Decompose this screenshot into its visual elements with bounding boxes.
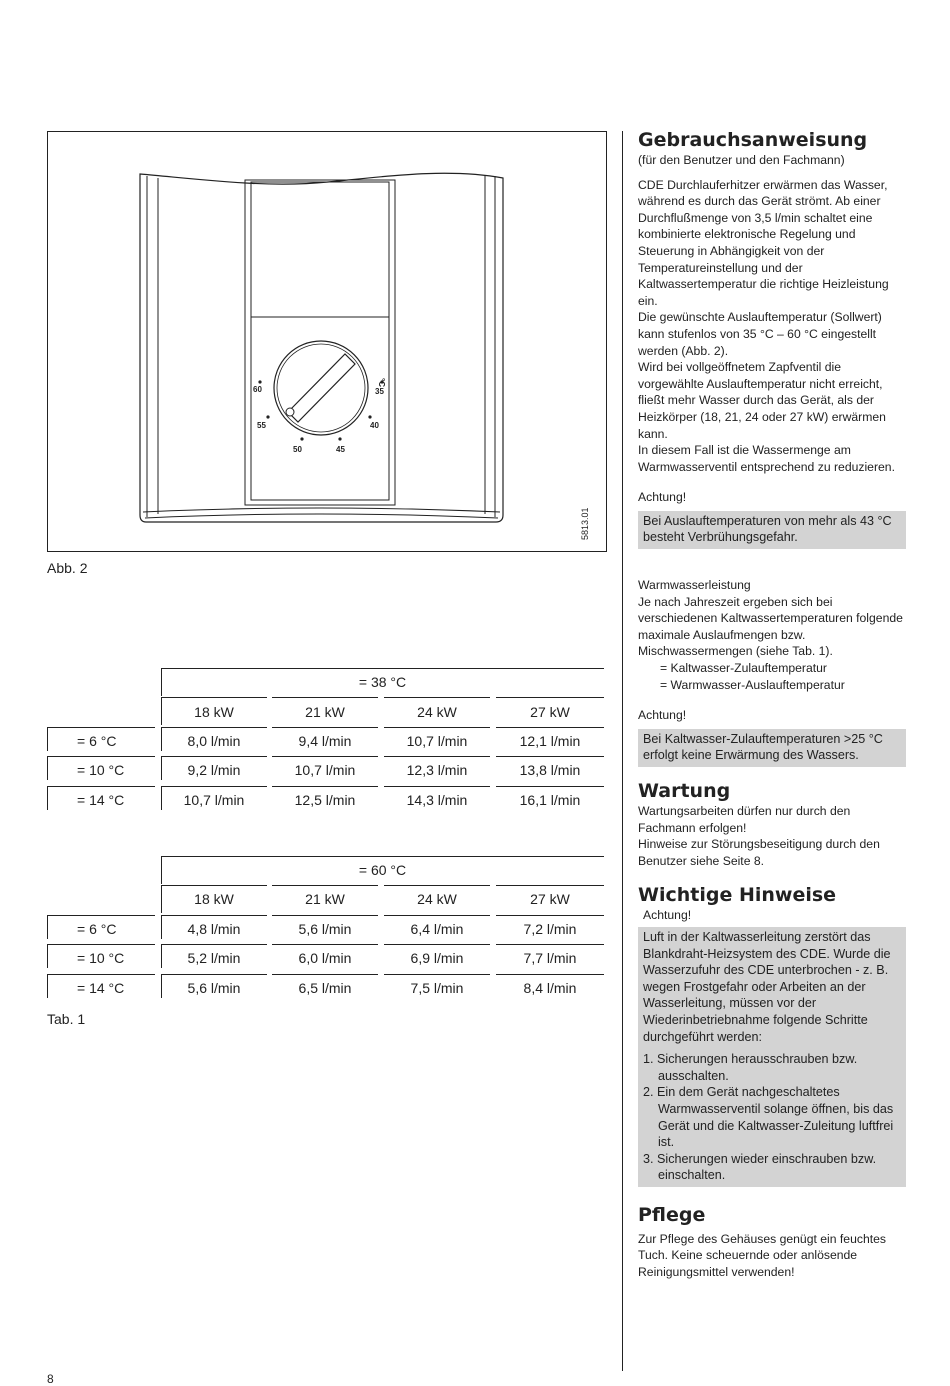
usage-body-2: Die gewünschte Auslauftemperatur (Sollwert) kann stufenlos von 35 °C – 60 °C eingestellt werden (Abb. 2).: [638, 310, 882, 358]
appliance-figure: [47, 131, 607, 552]
maintenance-heading: Wartung: [638, 780, 731, 802]
maintenance-body-1: Wartungsarbeiten dürfen nur durch den Fachmann erfolgen!: [638, 804, 851, 835]
table60-col-27kw: 27 kW: [530, 891, 570, 907]
important-warning-box: [638, 927, 906, 1187]
table60-row-label: = 10 °C: [77, 950, 125, 966]
table38-row-label: = 6 °C: [77, 733, 117, 749]
table60-cell: 5,2 l/min: [187, 950, 241, 966]
table60-row-label: = 6 °C: [77, 921, 117, 937]
care-body: Zur Pflege des Gehäuses genügt ein feuchtes Tuch. Keine scheuernde oder anlösende Reinigungsmittel verwenden!: [638, 1231, 886, 1280]
table60-col-21kw: 21 kW: [305, 891, 345, 907]
usage-warning-box: Bei Auslauftemperaturen von mehr als 43 °C besteht Verbrühungsgefahr.: [638, 511, 906, 549]
table60-cell: 6,5 l/min: [298, 980, 352, 996]
table60-cell: 6,0 l/min: [298, 950, 352, 966]
figure-code: 5813.01: [580, 507, 590, 540]
important-step: 2. Ein dem Gerät nachgeschaltetes Warmwasserventil solange öffnen, bis das Gerät und die Kaltwasser-Zuleitung luftfrei ist.: [643, 1085, 894, 1150]
table38-cell: 12,1 l/min: [519, 733, 581, 749]
dial-unit-label: °C: [377, 378, 386, 387]
table38-cell: 12,3 l/min: [406, 762, 468, 778]
dial-label-35: 35: [375, 387, 384, 396]
figure-caption: Abb. 2: [47, 560, 88, 576]
table38-cell: 10,7 l/min: [183, 792, 245, 808]
table38-header: = 38 °C: [358, 674, 407, 690]
usage-heading: Gebrauchsanweisung: [638, 129, 868, 151]
table38-cell: 14,3 l/min: [406, 792, 468, 808]
hotwater-legend-hot: = Warmwasser-Auslauftemperatur: [660, 677, 845, 692]
table60-col-18kw: 18 kW: [194, 891, 234, 907]
important-warning-label: Achtung!: [643, 908, 692, 923]
table60-cell: 7,2 l/min: [523, 921, 577, 937]
hotwater-warning-label: Achtung!: [638, 708, 687, 723]
table60-cell: 7,7 l/min: [523, 950, 577, 966]
table60-header: = 60 °C: [358, 862, 407, 878]
table60-cell: 6,4 l/min: [410, 921, 464, 937]
table60-cell: 4,8 l/min: [187, 921, 241, 937]
dial-label-55: 55: [257, 421, 266, 430]
usage-subtitle: (für den Benutzer und den Fachmann): [638, 153, 845, 167]
important-steps-list: [643, 1051, 902, 1184]
table38-cell: 13,8 l/min: [519, 762, 581, 778]
table60-cell: 5,6 l/min: [298, 921, 352, 937]
care-heading: Pflege: [638, 1203, 706, 1226]
table38-col-27kw: 27 kW: [530, 704, 570, 720]
table38-col-21kw: 21 kW: [305, 704, 345, 720]
table60-cell: 5,6 l/min: [187, 980, 241, 996]
usage-body-1: CDE Durchlauferhitzer erwärmen das Wasser, während es durch das Gerät strömt. Ab einer Durchflußmenge von 3,5 l/min schaltet eine kombinierte elektronische Regelung und Steuerung in Abhängigkeit von der Temperatureinstellung und der Kaltwassertemperatur die richtige Heizleistung ein.: [638, 177, 889, 308]
table60-col-24kw: 24 kW: [417, 891, 457, 907]
table38-cell: 16,1 l/min: [519, 792, 581, 808]
hotwater-legend-cold: = Kaltwasser-Zulauftemperatur: [660, 661, 827, 676]
table38-cell: 12,5 l/min: [294, 792, 356, 808]
table38-col-24kw: 24 kW: [417, 704, 457, 720]
table38-cell: 9,2 l/min: [187, 762, 241, 778]
usage-warning-label: Achtung!: [638, 490, 687, 505]
usage-body-4: In diesem Fall ist die Wassermenge am Warmwasserventil entsprechend zu reduzieren.: [638, 443, 895, 474]
table60-cell: 6,9 l/min: [410, 950, 464, 966]
table38-cell: 9,4 l/min: [298, 733, 352, 749]
dial-label-40: 40: [370, 421, 379, 430]
usage-body-3: Wird bei vollgeöffnetem Zapfventil die vorgewählte Auslauftemperatur nicht erreicht, fließt mehr Wasser durch das Gerät, als der Heizkörper (18, 21, 24 oder 27 kW) erwärmen kann.: [638, 360, 886, 441]
instructions-column: [638, 128, 906, 1281]
hotwater-body: Je nach Jahreszeit ergeben sich bei verschiedenen Kaltwassertemperaturen folgende maximale Auslaufmengen bzw. Mischwassermengen (siehe Tab. 1).: [638, 594, 903, 659]
table38-row-label: = 10 °C: [77, 762, 125, 778]
dial-label-50: 50: [293, 445, 302, 454]
table38-col-18kw: 18 kW: [194, 704, 234, 720]
table60-cell: 8,4 l/min: [523, 980, 577, 996]
column-divider: [622, 131, 623, 1371]
table60-cell: 7,5 l/min: [410, 980, 464, 996]
dial-label-45: 45: [336, 445, 345, 454]
page-number: 8: [47, 1372, 54, 1386]
table38-cell: 8,0 l/min: [187, 733, 241, 749]
important-heading: Wichtige Hinweise: [638, 884, 837, 907]
hotwater-warning-box: Bei Kaltwasser-Zulauftemperaturen >25 °C erfolgt keine Erwärmung des Wassers.: [638, 729, 906, 767]
table38-cell: 10,7 l/min: [294, 762, 356, 778]
table60-row-label: = 14 °C: [77, 980, 125, 996]
hotwater-heading: Warmwasserleistung: [638, 578, 751, 593]
table38-cell: 10,7 l/min: [406, 733, 468, 749]
important-warning-text: Luft in der Kaltwasserleitung zerstört das Blankdraht-Heizsystem des CDE. Wurde die Wasserzufuhr des CDE unterbrochen - z. B. wegen Frostgefahr oder Arbeiten an der Wasserleitung, müssen vor der Wiederinbetriebnahme folgende Schritte durchgeführt werden:: [643, 929, 891, 1044]
table-caption: Tab. 1: [47, 1011, 86, 1027]
appliance-drawing: [48, 132, 608, 553]
dial-label-60: 60: [253, 385, 262, 394]
important-step: 3. Sicherungen wieder einschrauben bzw. einschalten.: [643, 1151, 877, 1183]
table38-row-label: = 14 °C: [77, 792, 125, 808]
important-step: 1. Sicherungen herausschrauben bzw. ausschalten.: [643, 1052, 858, 1083]
maintenance-body-2: Hinweise zur Störungsbeseitigung durch den Benutzer siehe Seite 8.: [638, 837, 880, 868]
